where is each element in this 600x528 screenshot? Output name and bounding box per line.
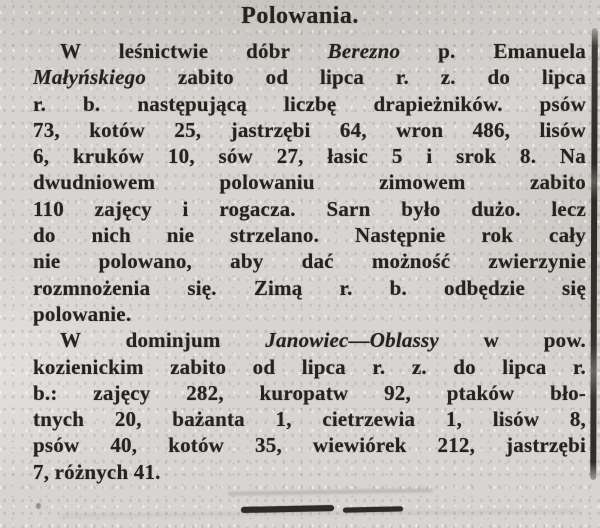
ink-speck [36,503,41,509]
text-segment: polowanie. [33,301,132,326]
article-line [33,459,586,485]
text-segment: 7, różnych 41. [33,459,161,484]
italic-text-segment: Berezno [327,39,401,63]
paper-smudge [228,488,433,496]
text-segment: nie polowano, aby dać możność zwierzynie [33,249,586,274]
italic-text-segment: Małyńskiego [33,65,147,90]
text-segment: r. b. następującą liczbę drapieżników. psów [33,91,586,116]
article-line [33,117,586,143]
text-segment: psów 40, kotów 35, wiewiórek 212, jastrzębi [33,433,586,458]
article-line [33,91,586,117]
text-segment: b.: zajęcy 282, kuropatw 92, ptaków bło- [33,380,586,405]
text-segment: 73, kotów 25, jastrzębi 64, wron 486, lisów [33,117,586,142]
text-segment: p. Emanuela [400,39,586,63]
italic-text-segment: Janowiec—Oblassy [265,328,439,353]
article-line [33,222,586,248]
article-line [33,38,586,64]
text-segment: kozienickim zabito od lipca r. z. do lipca r. [33,354,586,379]
article-line [33,143,586,169]
article-body [33,38,586,485]
article-line [33,64,586,90]
text-segment: 6, kruków 10, sów 27, łasic 5 i srok 8. Na [33,144,586,169]
article-line [33,248,586,274]
article-line [33,196,586,222]
article-line [33,432,586,458]
text-segment: do nich nie strzelano. Następnie rok cały [33,223,586,248]
text-segment: w pow. [438,328,586,353]
article-line [33,275,586,301]
text-segment: W dominjum [60,328,266,353]
text-segment: rozmnożenia się. Zimą r. b. odbędzie się [33,275,586,300]
article-line [33,354,586,380]
column-rule [590,28,598,480]
article-line [33,169,586,195]
article-line [33,327,586,353]
text-segment: tnych 20, bażanta 1, cietrzewia 1, lisów 8, [33,407,586,432]
text-segment: W leśnictwie dóbr [60,39,328,63]
article-title: Polowania. [241,3,359,29]
text-segment: dwudniowem polowaniu zimowem zabito [33,170,586,195]
article-line [33,406,586,432]
text-segment: zabito od lipca r. z. do lipca [146,65,586,90]
article-line [33,301,586,327]
text-segment: 110 zajęcy i rogacza. Sarn było dużo. lecz [33,196,586,221]
article-line [33,380,586,406]
